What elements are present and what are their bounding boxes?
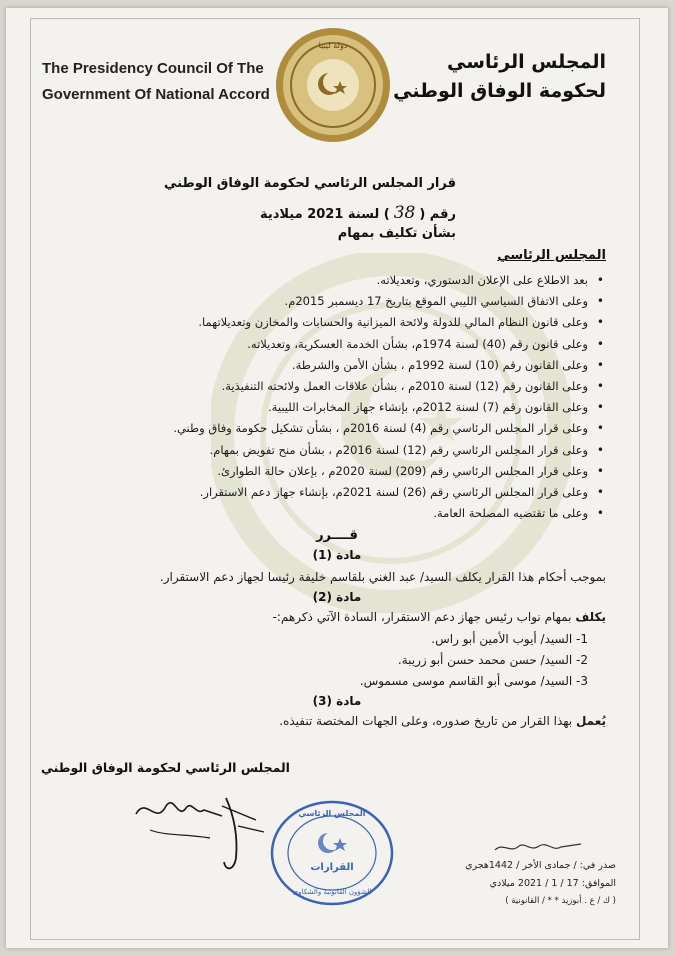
arabic-header xyxy=(393,48,606,106)
article2-body: بمهام نواب رئيس جهاز دعم الاستقرار، السادة الآتي ذكرهم:- xyxy=(272,610,572,624)
decision-heading: قــــرر xyxy=(316,528,358,543)
recital-item: • وعلى القانون رقم (12) لسنة 2010م ، بشأن علاقات العمل ولائحته التنفيذية. xyxy=(28,376,588,397)
recital-item: • وعلى قرار المجلس الرئاسي رقم (4) لسنة 2016م ، بشأن تشكيل حكومة وفاق وطني. xyxy=(28,418,588,439)
recital-item: • وعلى ما تقتضيه المصلحة العامة. xyxy=(28,503,588,524)
council-heading: المجلس الرئاسي xyxy=(497,248,606,263)
recital-item: • بعد الاطلاع على الإعلان الدستوري، وتعديلاته. xyxy=(28,270,588,291)
article3-body: بهذا القرار من تاريخ صدوره، وعلى الجهات المختصة تنفيذه. xyxy=(279,714,573,728)
recital-item: • وعلى قانون رقم (40) لسنة 1974م، بشأن الخدمة العسكرية، وتعديلاته. xyxy=(28,334,588,355)
recital-item: • وعلى القانون رقم (10) لسنة 1992م ، بشأن الأمن والشرطة. xyxy=(28,355,588,376)
decision-number-suffix: ) لسنة 2021 ميلادية xyxy=(260,207,390,222)
issue-date-gregorian: الموافق: 17 / 1 / 2021 ميلادي xyxy=(489,878,616,889)
deputy-name: 1- السيد/ أيوب الأمين أبو راس. xyxy=(431,632,588,646)
handwritten-signature xyxy=(126,786,276,876)
issue-reference: ( ك / ع . أبوزيد * * / القانونية ) xyxy=(505,896,616,906)
recitals-list xyxy=(28,270,606,524)
decision-title: قرار المجلس الرئاسي لحكومة الوفاق الوطني xyxy=(164,176,456,191)
state-seal xyxy=(274,26,392,144)
english-header-line1: The Presidency Council Of The xyxy=(42,60,264,77)
recital-item: • وعلى قرار المجلس الرئاسي رقم (12) لسنة 2016م ، بشأن منح تفويض بمهام. xyxy=(28,440,588,461)
recital-item: • وعلى قرار المجلس الرئاسي رقم (26) لسنة 2021م، بإنشاء جهاز دعم الاستقرار. xyxy=(28,482,588,503)
article2-heading: مادة (2) xyxy=(312,590,362,604)
issue-date-block xyxy=(446,838,616,918)
english-header xyxy=(42,56,270,108)
signatory-title: المجلس الرئاسي لحكومة الوفاق الوطني xyxy=(41,760,290,775)
decision-number-line xyxy=(260,203,456,223)
decision-number: 38 xyxy=(393,203,416,223)
stamp-top-text: المجلس الرئاسي xyxy=(298,809,366,818)
article2-lead: يكلف xyxy=(575,610,606,624)
recital-item: • وعلى الاتفاق السياسي الليبي الموقع بتاريخ 17 ديسمبر 2015م. xyxy=(28,291,588,312)
deputy-name: 2- السيد/ حسن محمد حسن أبو زريبة. xyxy=(397,653,588,667)
deputy-name: 3- السيد/ موسى أبو القاسم موسى مسموس. xyxy=(359,674,588,688)
article1-heading: مادة (1) xyxy=(312,548,362,562)
seal-text: دولة ليبيا xyxy=(318,41,348,50)
arabic-header-line2: لحكومة الوفاق الوطني xyxy=(393,80,606,102)
article3-heading: مادة (3) xyxy=(312,694,362,708)
decision-number-prefix: رقم ( xyxy=(419,207,456,222)
article1-text: بموجب أحكام هذا القرار يكلف السيد/ عبد الغني بلقاسم خليفة رئيسا لجهاز دعم الاستقرار. xyxy=(159,570,606,584)
document-page xyxy=(6,8,668,948)
handwritten-month xyxy=(491,838,586,856)
english-header-line2: Government Of National Accord xyxy=(42,86,270,103)
official-stamp xyxy=(268,798,396,908)
decision-subject: بشأن تكليف بمهام xyxy=(337,226,456,241)
stamp-middle-text: القرارات xyxy=(310,862,354,873)
stamp-bottom-text: الشؤون القانونية والشكاوى xyxy=(292,888,372,896)
article2-text xyxy=(273,610,606,624)
recital-item: • وعلى القانون رقم (7) لسنة 2012م، بإنشاء جهاز المخابرات الليبية. xyxy=(28,397,588,418)
article3-text xyxy=(279,714,606,728)
recital-item: • وعلى قانون النظام المالي للدولة ولائحة الميزانية والحسابات والمخازن وتعديلاتهما. xyxy=(28,312,588,333)
issue-date-hijri: صدر في: / جمادى الأخر / 1442هجري xyxy=(465,860,616,871)
recital-item: • وعلى قرار المجلس الرئاسي رقم (209) لسنة 2020م ، بإعلان حالة الطوارئ. xyxy=(28,461,588,482)
arabic-header-line1: المجلس الرئاسي xyxy=(447,51,606,73)
article3-lead: يُعمل xyxy=(575,714,606,728)
